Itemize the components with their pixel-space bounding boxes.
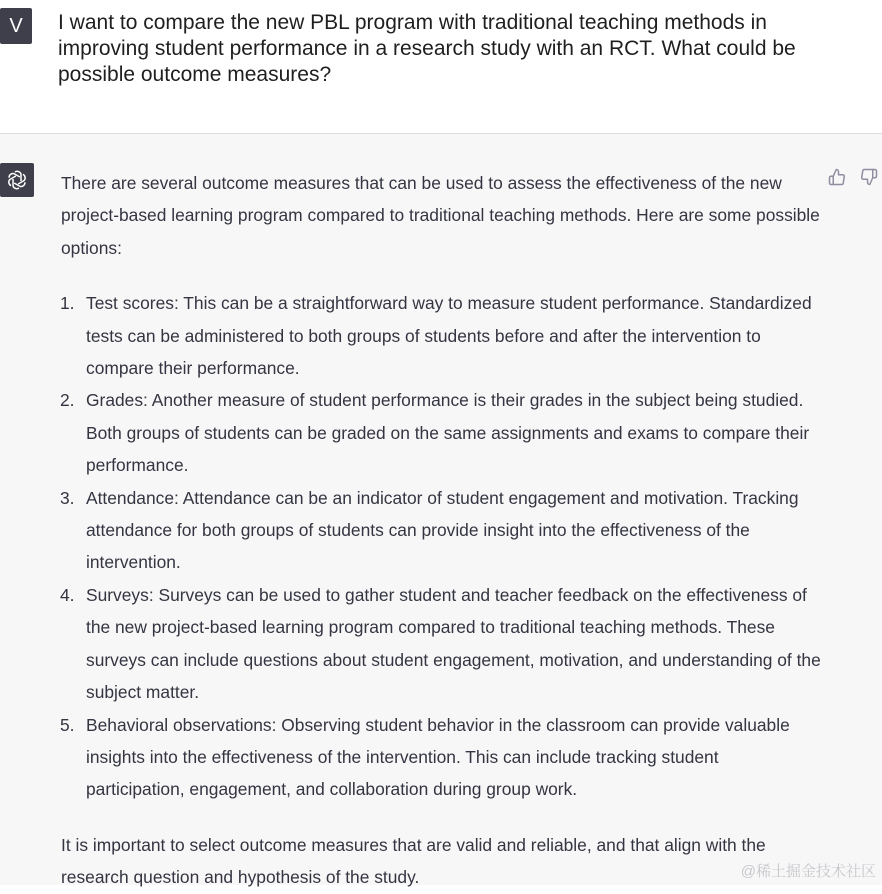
feedback-buttons bbox=[828, 168, 878, 186]
user-message-row bbox=[0, 0, 882, 133]
list-number: 4. bbox=[60, 584, 75, 605]
list-number: 2. bbox=[60, 390, 75, 411]
thumbs-up-icon[interactable] bbox=[828, 168, 846, 186]
list-number: 3. bbox=[60, 487, 75, 508]
user-avatar: V bbox=[0, 8, 32, 44]
list-number: 5. bbox=[60, 714, 75, 735]
list-item bbox=[61, 579, 821, 709]
outcome-measures-list bbox=[61, 287, 821, 806]
list-number: 1. bbox=[60, 293, 75, 314]
list-item-text: Behavioral observations: Observing student behavior in the classroom can provide valuable insights into the effectiveness of the intervention. This can include tracking student participation, engagement, and collaboration during group work. bbox=[86, 714, 790, 800]
assistant-message-row bbox=[0, 134, 882, 888]
list-item bbox=[61, 287, 821, 384]
thumbs-down-icon[interactable] bbox=[860, 168, 878, 186]
user-message-text: I want to compare the new PBL program with traditional teaching methods in improving student performance in a research study with an RCT. What could be possible outcome measures? bbox=[58, 11, 796, 86]
list-item-text: Test scores: This can be a straightforward way to measure student performance. Standardized tests can be administered to both groups of students before and after the intervention to compare their performance. bbox=[86, 293, 812, 379]
list-item bbox=[61, 709, 821, 806]
list-item-text: Grades: Another measure of student performance is their grades in the subject being studied. Both groups of students can be graded on the same assignments and exams to compare their performance. bbox=[86, 390, 810, 476]
watermark: @稀土掘金技术社区 bbox=[740, 863, 876, 880]
openai-logo-icon bbox=[0, 163, 34, 197]
answer-conclusion: It is important to select outcome measures that are valid and reliable, and that align with the research question and hypothesis of the study. bbox=[61, 834, 766, 888]
answer-intro: There are several outcome measures that can be used to assess the effectiveness of the new project-based learning program compared to traditional teaching methods. Here are some possible options: bbox=[61, 173, 820, 258]
list-item-text: Attendance: Attendance can be an indicator of student engagement and motivation. Tracking attendance for both groups of students can provide insight into the effectiveness of the intervention. bbox=[86, 487, 799, 573]
list-item bbox=[61, 482, 821, 579]
list-item bbox=[61, 384, 821, 481]
list-item-text: Surveys: Surveys can be used to gather student and teacher feedback on the effectiveness of the new project-based learning program compared to traditional teaching methods. These surveys can include questions about student engagement, motivation, and understanding of the subject matter. bbox=[86, 584, 821, 703]
assistant-message-text bbox=[61, 167, 821, 894]
